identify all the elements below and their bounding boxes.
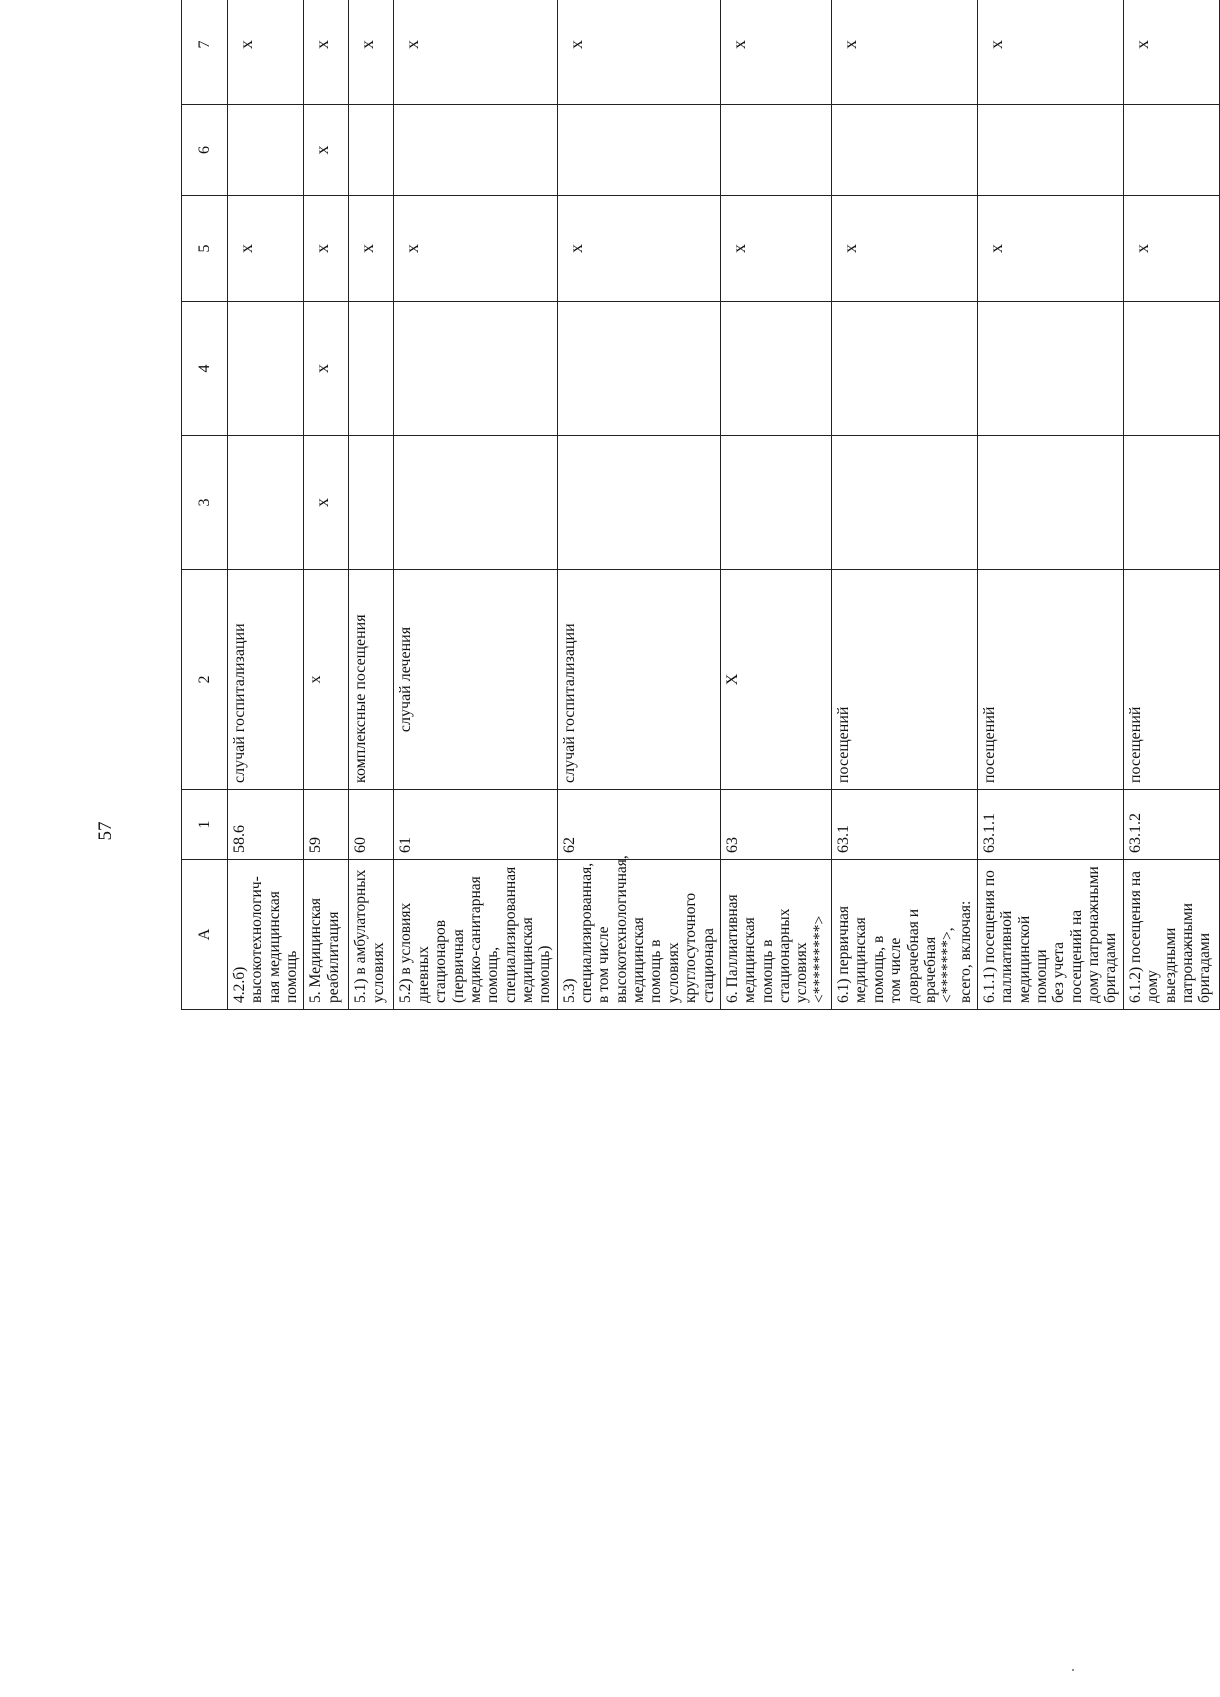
- mark-cell-col-5: х: [228, 196, 304, 302]
- row-label-cell: 6.1.1) посещения по паллиативной медицинской помощи без учета посещений на дому патронажными бригадами: [977, 860, 1123, 1010]
- row-number-cell: 59: [304, 790, 349, 860]
- mark-cell-col-7: х: [1123, 0, 1219, 105]
- table-row: [557, 0, 720, 1010]
- mark-cell-col-4: х: [304, 302, 349, 436]
- row-label-cell: 5. Медицинская реабилитация: [304, 860, 349, 1010]
- table-row: [977, 0, 1123, 1010]
- row-number-cell: 58.6: [228, 790, 304, 860]
- unit-cell: посещений: [1123, 570, 1219, 790]
- header-cell-1: 1: [182, 790, 228, 860]
- page-number: 57: [95, 821, 116, 841]
- unit-cell: случай госпитализации: [557, 570, 720, 790]
- mark-cell-col-7: х: [394, 0, 557, 105]
- table-row: [832, 0, 978, 1010]
- header-cell-7: 7: [182, 0, 228, 105]
- mark-cell-col-6: [832, 105, 978, 196]
- header-cell-2: 2: [182, 570, 228, 790]
- mark-cell-col-4: [977, 302, 1123, 436]
- unit-cell: случай госпитализации: [228, 570, 304, 790]
- row-label-cell: 4.2.б) высокотехнологич- ная медицинская помощь: [228, 860, 304, 1010]
- mark-cell-col-4: [1123, 302, 1219, 436]
- mark-cell-col-5: х: [832, 196, 978, 302]
- mark-cell-col-5: х: [720, 196, 831, 302]
- mark-cell-col-3: [832, 436, 978, 570]
- header-cell-a: А: [182, 860, 228, 1010]
- row-label-cell: 6.1) первичная медицинская помощь, в том числе доврачебная и врачебная <*******>, всего, включая:: [832, 860, 978, 1010]
- mark-cell-col-4: [720, 302, 831, 436]
- mark-cell-col-6: [394, 105, 557, 196]
- mark-cell-col-5: х: [557, 196, 720, 302]
- mark-cell-col-6: [557, 105, 720, 196]
- header-cell-5: 5: [182, 196, 228, 302]
- mark-cell-col-4: [394, 302, 557, 436]
- unit-cell: посещений: [832, 570, 978, 790]
- unit-cell: посещений: [977, 570, 1123, 790]
- table-row: [1123, 0, 1219, 1010]
- row-number-cell: 63.1.1: [977, 790, 1123, 860]
- row-number-cell: 63: [720, 790, 831, 860]
- mark-cell-col-7: х: [977, 0, 1123, 105]
- unit-cell: комплексные посещения: [349, 570, 394, 790]
- header-cell-3: 3: [182, 436, 228, 570]
- mark-cell-col-3: [977, 436, 1123, 570]
- mark-cell-col-6: [349, 105, 394, 196]
- mark-cell-col-6: [720, 105, 831, 196]
- mark-cell-col-4: [228, 302, 304, 436]
- mark-cell-col-5: х: [977, 196, 1123, 302]
- mark-cell-col-4: [349, 302, 394, 436]
- table-row: [349, 0, 394, 1010]
- mark-cell-col-5: х: [394, 196, 557, 302]
- row-number-cell: 63.1.2: [1123, 790, 1219, 860]
- mark-cell-col-3: х: [304, 436, 349, 570]
- mark-cell-col-6: [228, 105, 304, 196]
- data-table: [181, 0, 1220, 1010]
- row-number-cell: 63.1: [832, 790, 978, 860]
- mark-cell-col-7: х: [304, 0, 349, 105]
- row-label-cell: 6. Паллиативная медицинская помощь в стационарных условиях <*********>: [720, 860, 831, 1010]
- table-row: [394, 0, 557, 1010]
- mark-cell-col-3: [228, 436, 304, 570]
- mark-cell-col-5: х: [349, 196, 394, 302]
- mark-cell-col-3: [720, 436, 831, 570]
- row-number-cell: 60: [349, 790, 394, 860]
- mark-cell-col-7: х: [228, 0, 304, 105]
- mark-cell-col-3: [394, 436, 557, 570]
- mark-cell-col-6: [1123, 105, 1219, 196]
- row-label-cell: 5.2) в условиях дневных стационаров (первичная медико-санитарная помощь, специализированная медицинская помощь): [394, 860, 557, 1010]
- table-row: [304, 0, 349, 1010]
- row-number-cell: 62: [557, 790, 720, 860]
- mark-cell-col-6: [977, 105, 1123, 196]
- table-row: [720, 0, 831, 1010]
- mark-cell-col-4: [832, 302, 978, 436]
- header-row: [182, 0, 228, 1010]
- mark-cell-col-5: х: [1123, 196, 1219, 302]
- mark-cell-col-3: [349, 436, 394, 570]
- mark-cell-col-4: [557, 302, 720, 436]
- unit-cell: Х: [720, 570, 831, 790]
- mark-cell-col-7: х: [832, 0, 978, 105]
- row-label-cell: 6.1.2) посещения на дому выездными патронажными бригадами: [1123, 860, 1219, 1010]
- unit-cell: случай лечения: [394, 570, 557, 790]
- table-container: [181, 40, 1214, 1639]
- mark-cell-col-7: х: [349, 0, 394, 105]
- mark-cell-col-7: х: [720, 0, 831, 105]
- header-cell-4: 4: [182, 302, 228, 436]
- header-cell-6: 6: [182, 105, 228, 196]
- mark-cell-col-3: [557, 436, 720, 570]
- table-row: [228, 0, 304, 1010]
- unit-cell: х: [304, 570, 349, 790]
- row-label-cell: 5.1) в амбулаторных условиях: [349, 860, 394, 1010]
- row-number-cell: 61: [394, 790, 557, 860]
- row-label-cell: 5.3) специализированная, в том числе высокотехнологичная, медицинская помощь в условиях круглосуточного стационара: [557, 860, 720, 1010]
- mark-cell-col-3: [1123, 436, 1219, 570]
- mark-cell-col-7: х: [557, 0, 720, 105]
- mark-cell-col-5: х: [304, 196, 349, 302]
- scan-speck: [1072, 1669, 1074, 1671]
- mark-cell-col-6: х: [304, 105, 349, 196]
